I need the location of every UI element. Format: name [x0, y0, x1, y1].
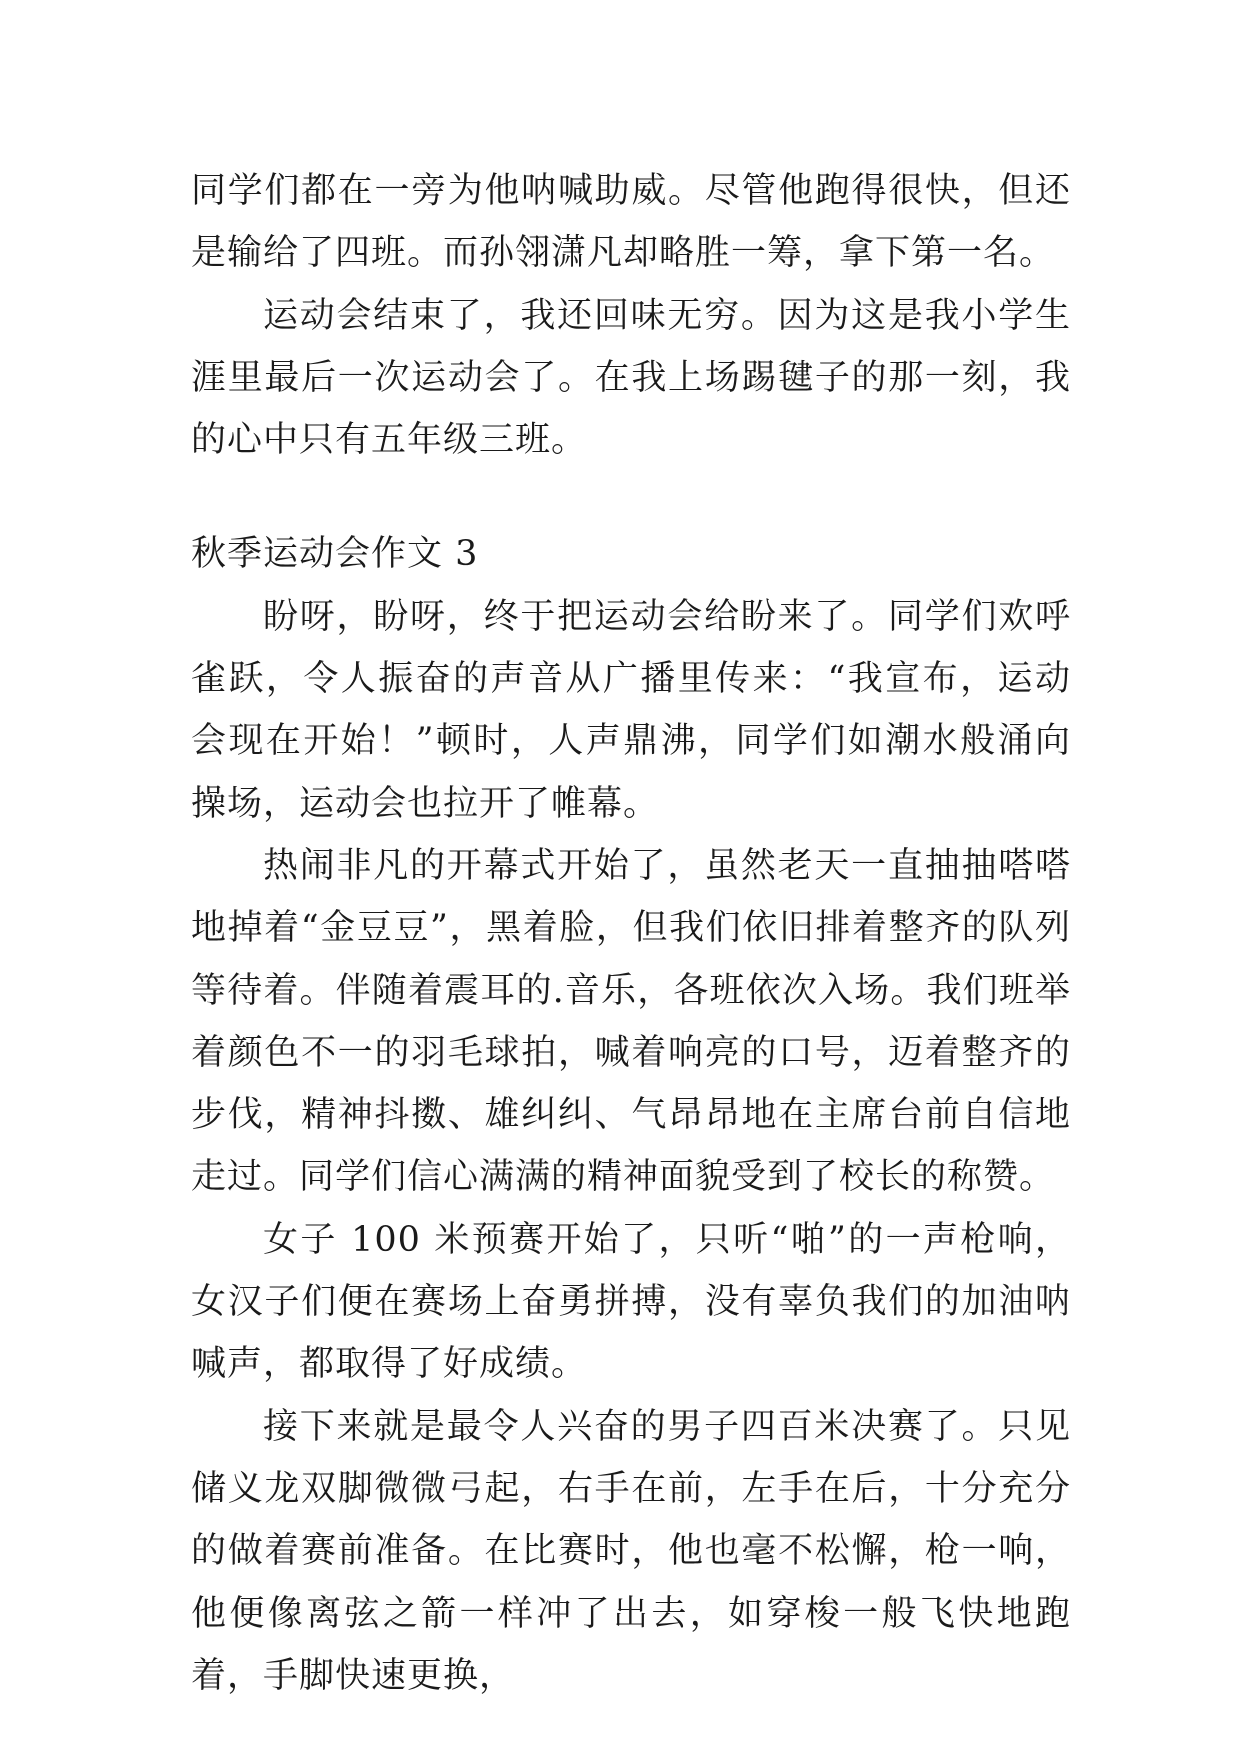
paragraph: 运动会结束了，我还回味无穷。因为这是我小学生涯里最后一次运动会了。在我上场踢毽子的那一刻，我的心中只有五年级三班。	[191, 295, 1071, 461]
paragraph: 热闹非凡的开幕式开始了，虽然老天一直抽抽嗒嗒地掉着“金豆豆”，黑着脸，但我们依旧排着整齐的队列等待着。伴随着震耳的.音乐，各班依次入场。我们班举着颜色不一的羽毛球拍，喊着响亮的口号，迈着整齐的步伐，精神抖擞、雄纠纠、气昂昂地在主席台前自信地走过。同学们信心满满的精神面貌受到了校长的称赞。	[191, 845, 1071, 1198]
paragraph-continuation: 同学们都在一旁为他呐喊助威。尽管他跑得很快，但还是输给了四班。而孙翎潇凡却略胜一筹，拿下第一名。	[191, 171, 1071, 274]
section-title: 秋季运动会作文 3	[191, 534, 479, 575]
paragraph: 女子 100 米预赛开始了，只听“啪”的一声枪响，女汉子们便在赛场上奋勇拼搏，没有辜负我们的加油呐喊声，都取得了好成绩。	[191, 1219, 1071, 1385]
document-body	[191, 160, 1071, 1707]
paragraph: 盼呀，盼呀，终于把运动会给盼来了。同学们欢呼雀跃，令人振奋的声音从广播里传来：“我宣布，运动会现在开始！”顿时，人声鼎沸，同学们如潮水般涌向操场，运动会也拉开了帷幕。	[191, 596, 1071, 824]
paragraph: 接下来就是最令人兴奋的男子四百米决赛了。只见储义龙双脚微微弓起，右手在前，左手在后，十分充分的做着赛前准备。在比赛时，他也毫不松懈，枪一响，他便像离弦之箭一样冲了出去，如穿梭一般飞快地跑着，手脚快速更换，	[191, 1406, 1071, 1696]
